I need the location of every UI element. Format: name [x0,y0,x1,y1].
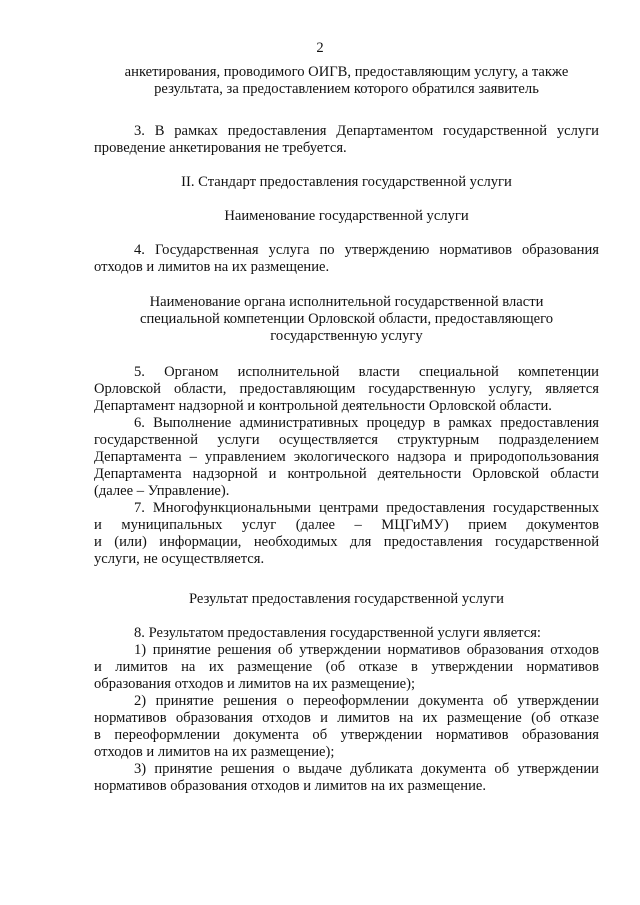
paragraph-8-item-2 [94,693,599,761]
paragraph-8-item-1 [94,642,599,693]
text-line: специальной компетенции Орловской области, предоставляющего [139,311,554,327]
text-line: 5. Органом исполнительной власти специальной компетенции [134,364,599,380]
text-line: отходов и лимитов на их размещение. [94,259,330,275]
text-line: (далее – Управление). [94,483,230,499]
text-line: отходов и лимитов на их размещение); [94,744,335,760]
heading-organ [94,294,599,345]
text-line: 7. Многофункциональными центрами предоставления государственных [134,500,599,516]
text-line: государственной услуги осуществляется структурным подразделением [94,432,599,448]
text-line: результата, за предоставлением которого обратился заявитель [154,81,539,97]
heading-result: Результат предоставления государственной услуги [189,591,504,607]
text-line: 3. В рамках предоставления Департаментом государственной услуги [134,123,599,139]
text-line: и (или) информации, необходимых для предоставления государственной [94,534,599,550]
text-line: 6. Выполнение административных процедур в рамках предоставления [134,415,599,431]
page-number: 2 [316,40,324,56]
text-line: Департамента надзорной и контрольной деятельности Орловской области [94,466,599,482]
heading-service-name: Наименование государственной услуги [224,208,469,224]
text-line: Департамент надзорной и контрольной деятельности Орловской области. [94,398,552,414]
section-title: II. Стандарт предоставления государственной услуги [181,174,512,190]
text-line: 4. Государственная услуга по утверждению нормативов образования [134,242,599,258]
paragraph-5 [94,364,599,415]
text-line: и муниципальных услуг (далее – МЦГиМУ) прием документов [94,517,599,533]
text-line: и лимитов на их размещение (об отказе в утверждении нормативов [94,659,599,675]
paragraph-6 [94,415,599,500]
paragraph-3 [94,123,599,157]
paragraph-8-item-3 [94,761,599,795]
text-line: в переоформлении документа об утверждении нормативов образования [94,727,599,743]
text-line: Наименование органа исполнительной государственной власти [149,294,544,310]
paragraph-8 [94,625,599,642]
text-line: государственную услугу [270,328,423,344]
text-line: 1) принятие решения об утверждении нормативов образования отходов [134,642,599,658]
intro-paragraph [94,64,599,98]
text-line: нормативов образования отходов и лимитов на их размещение. [94,778,487,794]
text-line: услуги, не осуществляется. [94,551,265,567]
text-line: анкетирования, проводимого ОИГВ, предоставляющим услугу, а также [124,64,569,80]
text-line: 8. Результатом предоставления государственной услуги является: [134,625,541,641]
text-line: Департамента – управлением экологического надзора и природопользования [94,449,599,465]
paragraph-4 [94,242,599,276]
text-line: образования отходов и лимитов на их размещение); [94,676,416,692]
paragraph-7 [94,500,599,568]
text-line: 2) принятие решения о переоформлении документа об утверждении [134,693,599,709]
text-line: нормативов образования отходов и лимитов на их размещение (об отказе [94,710,599,726]
text-line: Орловской области, предоставляющим государственную услугу, является [94,381,599,397]
text-line: проведение анкетирования не требуется. [94,140,347,156]
text-line: 3) принятие решения о выдаче дубликата документа об утверждении [134,761,599,777]
